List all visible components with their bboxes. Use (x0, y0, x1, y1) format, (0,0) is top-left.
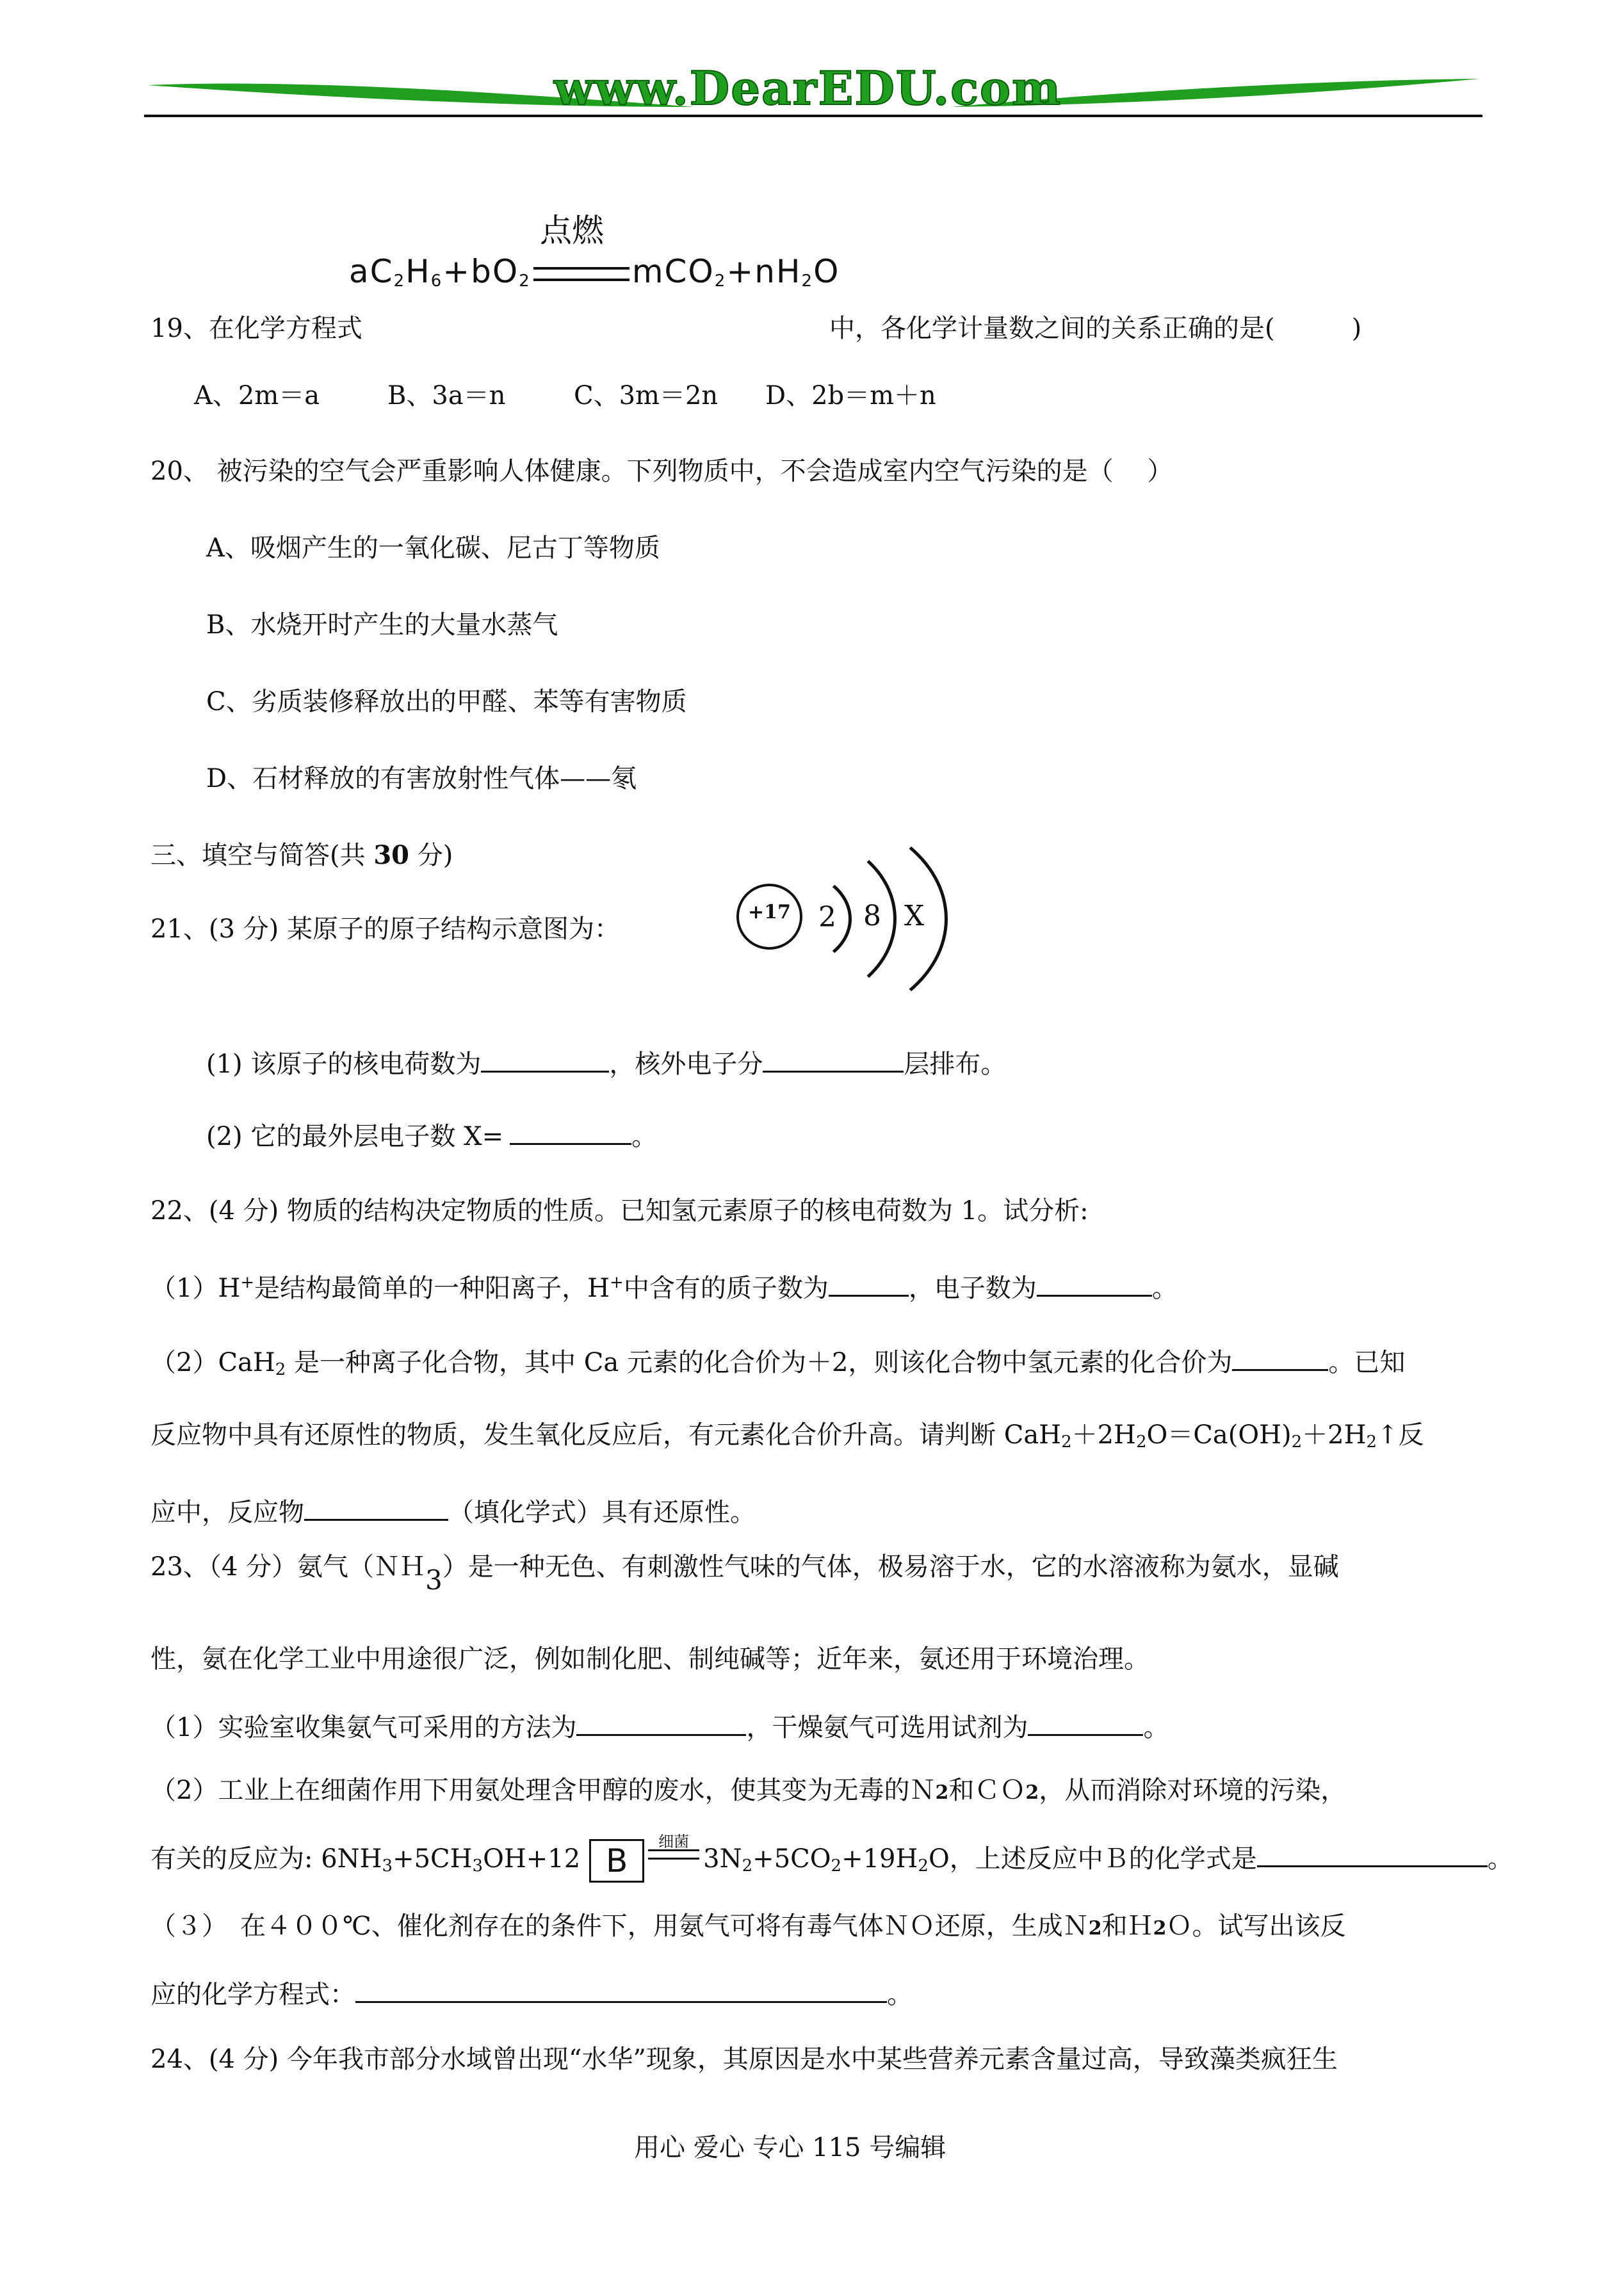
shell-count-3: X (904, 900, 925, 932)
answer-blank[interactable] (763, 1045, 904, 1073)
q19-equation: $aC_2H_6+bO_2$ $mCO_2+nH_2O$ (349, 253, 840, 291)
answer-blank[interactable] (481, 1045, 609, 1073)
answer-blank[interactable] (576, 1708, 746, 1736)
q23-part1: （1）实验室收集氨气可采用的方法为 ，干燥氨气可选用试剂为 。 (150, 1708, 1169, 1744)
q19-stem-left: 19、在化学方程式 (150, 314, 362, 343)
q19-stem-right: 中，各化学计量数之间的关系正确的是( ) (829, 314, 1362, 343)
footer-text: 用心 爱心 专心 115 号编辑 (634, 2133, 946, 2162)
answer-blank[interactable] (355, 1975, 887, 2003)
answer-blank[interactable] (510, 1117, 631, 1145)
q23-reaction: 有关的反应为: $6NH_3+5CH_3OH+12$ B 细菌 $3N_2+5CO_2+19H_2O$，上述反应中Ｂ的化学式是 。 (150, 1839, 1513, 1883)
answer-blank[interactable] (1257, 1840, 1488, 1867)
section-title: 三、填空与简答(共 30 分) (150, 840, 453, 870)
header-banner (144, 61, 1482, 125)
q22-stem: 22、(4 分) 物质的结构决定物质的性质。已知氢元素原子的核电荷数为 1。试分析: (150, 1196, 1089, 1226)
q24-stem: 24、(4 分) 今年我市部分水域曾出现“水华”现象，其原因是水中某些营养元素含量过高，导致藻类疯狂生 (150, 2045, 1338, 2074)
atom-diagram (736, 810, 967, 1021)
q22-part2-end: 应中，反应物 （填化学式）具有还原性。 (150, 1493, 756, 1529)
bacteria-condition: 细菌 (648, 1834, 699, 1860)
q20-option-b: B、水烧开时产生的大量水蒸气 (206, 610, 558, 640)
q19-option-d: D、2b＝m＋n (765, 381, 936, 410)
shell-count-1: 2 (818, 901, 836, 934)
q19-option-c: C、3m＝2n (574, 381, 719, 410)
answer-blank[interactable] (829, 1269, 909, 1297)
q23-stem: 23、（4 分）氨气（ＮＨ3）是一种无色、有刺激性气味的气体，极易溶于水，它的水溶液称为氨水，显碱 (150, 1552, 1339, 1596)
q19-option-a: A、2m＝a (194, 381, 320, 410)
answer-blank[interactable] (1037, 1269, 1152, 1297)
q20-option-a: A、吸烟产生的一氧化碳、尼古丁等物质 (206, 533, 660, 563)
reactant-b-box: B (589, 1839, 644, 1883)
q19-option-b: B、3a＝n (387, 381, 506, 410)
q21-part1: (1) 该原子的核电荷数为 ，核外电子分 层排布。 (206, 1045, 1006, 1081)
shell-count-2: 8 (863, 900, 881, 932)
answer-blank[interactable] (304, 1493, 448, 1521)
q23-part3-end: 应的化学方程式： 。 (150, 1975, 913, 2011)
q21-stem: 21、(3 分) 某原子的原子结构示意图为： (150, 914, 620, 944)
q21-part2: (2) 它的最外层电子数 X= 。 (206, 1117, 657, 1153)
q22-part2: （2）CaH$_2$ 是一种离子化合物，其中 Ca 元素的化合价为＋2，则该化合物中氢元素的化合价为 。已知 (150, 1343, 1405, 1379)
answer-blank[interactable] (1028, 1708, 1143, 1736)
q20-option-c: C、劣质装修释放出的甲醛、苯等有害物质 (206, 687, 687, 717)
q20-option-d: D、石材释放的有害放射性气体——氡 (206, 764, 637, 793)
answer-blank[interactable] (1232, 1343, 1328, 1371)
q23-line2: 性，氨在化学工业中用途很广泛，例如制化肥、制纯碱等；近年来，氨还用于环境治理。 (150, 1644, 1149, 1674)
q22-part1: （1）H+是结构最简单的一种阳离子，H+中含有的质子数为 ，电子数为 。 (150, 1269, 1178, 1305)
q23-part3: （３） 在４００℃、催化剂存在的条件下，用氨气可将有毒气体ＮＯ还原，生成Ｎ2和Ｈ2Ｏ。试写出该反 (150, 1911, 1346, 1941)
q23-part2: （2）工业上在细菌作用下用氨处理含甲醇的废水，使其变为无毒的Ｎ2和ＣＯ2，从而消除对环境的污染， (150, 1776, 1347, 1805)
header-site-name[interactable]: www.DearEDU.com (554, 61, 1062, 115)
q19-condition: 点燃 (540, 212, 604, 249)
q20-stem: 20、 被污染的空气会严重影响人体健康。下列物质中，不会造成室内空气污染的是（ ） (150, 457, 1173, 486)
q22-part2-cont: 反应物中具有还原性的物质，发生氧化反应后，有元素化合价升高。请判断 $CaH_2+2H_2O=Ca(OH)_2+2H_2↑$反 (150, 1420, 1424, 1452)
nucleus-charge: +17 (748, 901, 791, 923)
